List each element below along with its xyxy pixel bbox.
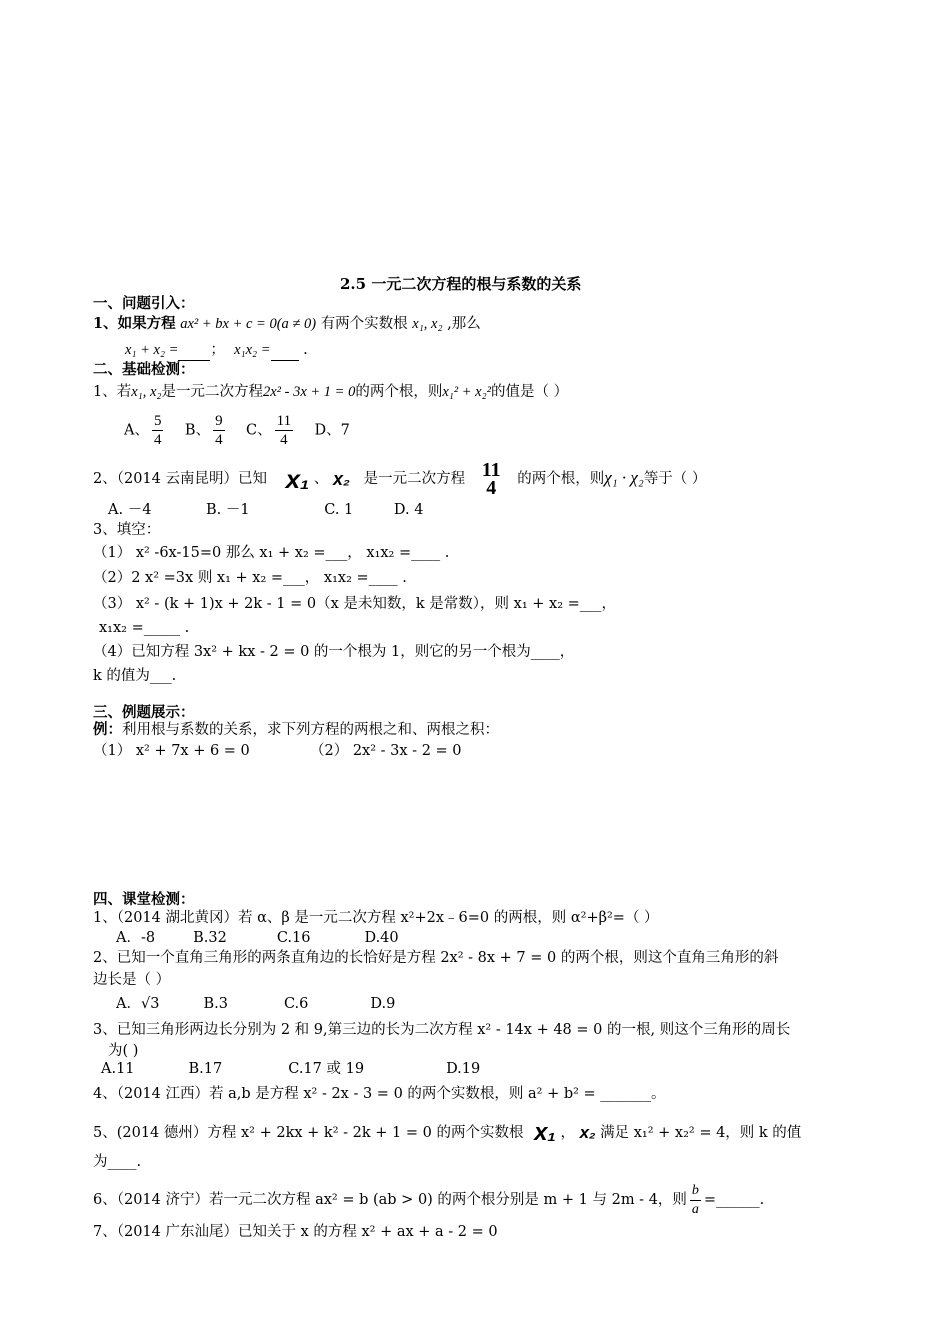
basic-question-3-3-cont: x₁x₂ =_____ . [99, 620, 190, 636]
basic-question-1: 1、若x₁, x₂是一元二次方程2x² - 3x + 1 = 0的两个根，则x₁² + x₂²的值是（ ） [93, 384, 569, 400]
fraction: $\frac{9}{4}$ [215, 413, 223, 448]
basic-question-3-2: （2）2 x² =3x 则 x₁ + x₂ =___， x₁x₂ =____ . [93, 570, 407, 586]
check-question-1-options: A．-8 B.32 C.16 D.40 [116, 930, 399, 946]
example-problem-1: （1） x² + 7x + 6 = 0 [93, 743, 250, 759]
section-heading: 二、基础检测： [93, 361, 195, 378]
basic-question-1-options: A、 $\frac{5}{4}$ B、 $\frac{9}{4}$ C、 $\frac{11}{4}$ D、7 [124, 413, 350, 448]
basic-question-3-1: （1） x² -6x-15=0 那么 x₁ + x₂ =___， x₁x₂ =____ . [93, 545, 450, 561]
fraction: 11 4 [481, 459, 501, 499]
check-question-5: 5、(2014 德州）方程 x² + 2kx + k² - 2k + 1 = 0 的两个实数根 x₁ ， x₂ 满足 x₁² + x₂² = 4，则 k 的值 [93, 1119, 802, 1146]
check-question-6: 6、（2014 济宁）若一元二次方程 ax² = b (ab > 0) 的两个根分别是 m + 1 与 2m - 4，则 $\frac{b}{a}$ =______. [93, 1182, 765, 1217]
intro-question-1: 1、如果方程 ax² + bx + c = 0(a ≠ 0) 有两个实数根 x₁, x₂ ,那么 [93, 315, 481, 332]
check-question-2: 2、已知一个直角三角形的两条直角边的长恰好是方程 2x² - 8x + 7 = 0 的两个根，则这个直角三角形的斜 [93, 950, 779, 966]
basic-question-3-3: （3） x² - (k + 1)x + 2k - 1 = 0（x 是未知数，k 是常数），则 x₁ + x₂ =___， [93, 596, 617, 612]
section-heading: 三、例题展示： [93, 704, 195, 721]
basic-question-3-heading: 3、填空： [93, 522, 161, 538]
fraction: $\frac{11}{4}$ [276, 413, 292, 448]
check-question-3: 3、已知三角形两边长分别为 2 和 9,第三边的长为二次方程 x² - 14x + 48 = 0 的一根, 则这个三角形的周长 [93, 1022, 791, 1038]
check-question-5-cont: 为____. [93, 1154, 142, 1170]
basic-question-2: 2、（2014 云南昆明）已知 x₁ 、 x₂ 是一元二次方程 11 4 的两个根，则χ₁ · χ₂等于（ ） [93, 459, 707, 499]
check-question-2-cont: 边长是（ ） [93, 972, 171, 988]
check-question-3-options: A.11 B.17 C.17 或 19 D.19 [101, 1061, 481, 1077]
example-problem-2: （2） 2x² - 3x - 2 = 0 [310, 743, 462, 759]
section-heading: 四、课堂检测： [93, 891, 195, 908]
check-question-3-cont: 为( ) [108, 1043, 139, 1059]
check-question-7: 7、（2014 广东汕尾）已知关于 x 的方程 x² + ax + a - 2 = 0 [93, 1224, 498, 1240]
check-question-1: 1、（2014 湖北黄冈）若 α、β 是一元二次方程 x²+2x﹣6=0 的两根，则 α²+β²=（ ） [93, 910, 659, 926]
basic-question-2-options: A. －4 B. －1 C. 1 D. 4 [108, 502, 424, 518]
fraction: $\frac{b}{a}$ [691, 1182, 699, 1217]
check-question-2-options: A．√3 B.3 C.6 D.9 [116, 996, 396, 1012]
check-question-4: 4、（2014 江西）若 a,b 是方程 x² - 2x - 3 = 0 的两个实数根，则 a² + b² = _______。 [93, 1086, 666, 1102]
basic-question-3-4-cont: k 的值为___. [93, 668, 177, 684]
example-prompt: 例：利用根与系数的关系，求下列方程的两根之和、两根之积： [93, 721, 499, 738]
basic-question-3-4: （4）已知方程 3x² + kx - 2 = 0 的一个根为 1，则它的另一个根为____， [93, 644, 575, 660]
intro-question-1-blanks: x₁ + x₂ = ； x₁x₂ = . [125, 340, 308, 361]
fraction: $\frac{5}{4}$ [153, 413, 162, 448]
page-title: 2.5 一元二次方程的根与系数的关系 [340, 275, 582, 293]
section-heading: 一、问题引入： [93, 295, 195, 312]
